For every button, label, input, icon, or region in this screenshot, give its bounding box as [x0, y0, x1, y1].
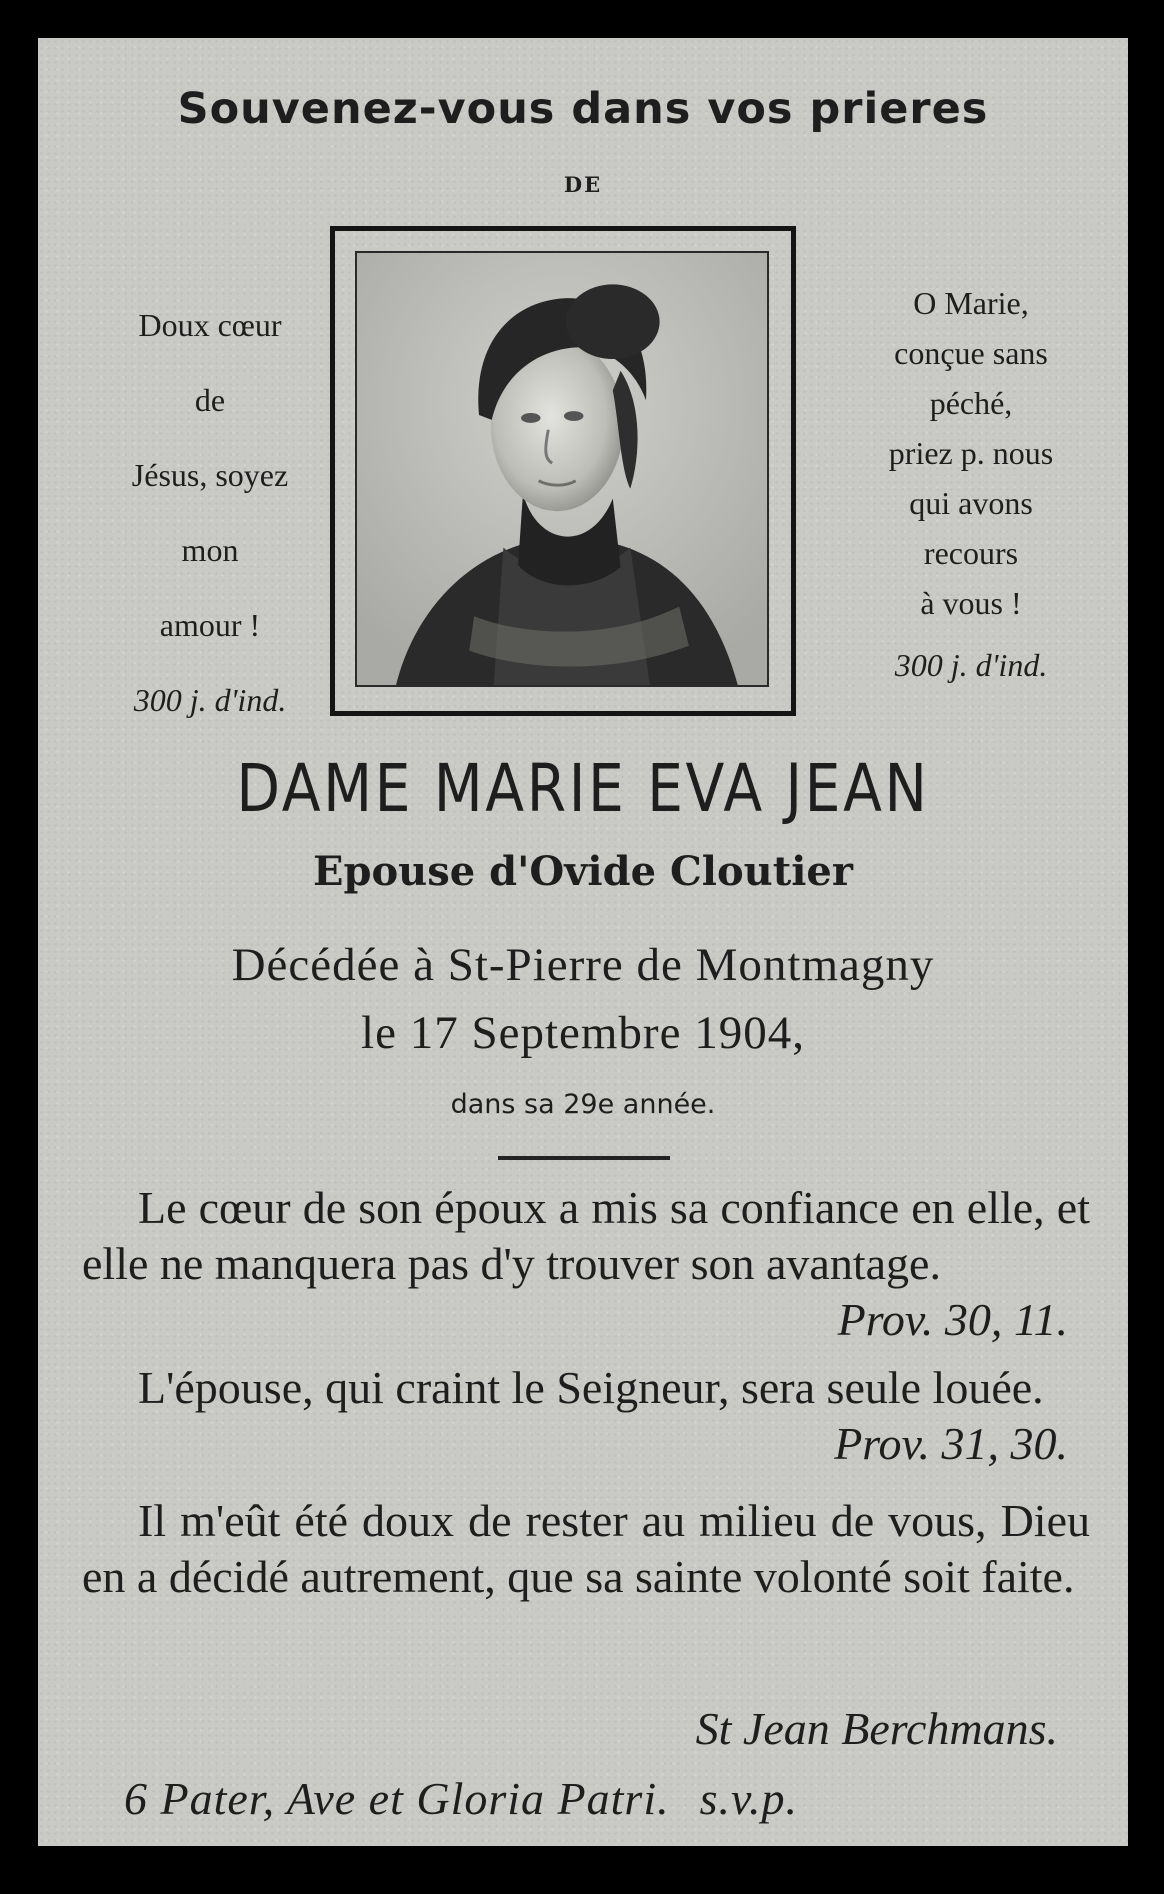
death-date: le 17 Septembre 1904, — [361, 1007, 805, 1059]
verse-reference: Prov. 30, 11. — [837, 1294, 1068, 1345]
right-invocation-line: qui avons — [909, 485, 1033, 521]
portrait-image — [355, 251, 769, 687]
memorial-card — [38, 38, 1128, 1846]
signature: St Jean Berchmans. — [695, 1703, 1058, 1754]
left-invocation-line: Doux cœur — [138, 307, 282, 343]
left-indulgence: 300 j. d'ind. — [133, 682, 287, 718]
card-heading: Souvenez-vous dans vos prieres — [177, 84, 989, 134]
left-invocation-line: Jésus, soyez — [131, 457, 289, 493]
closing-svp: s.v.p. — [699, 1773, 799, 1824]
right-invocation-line: péché, — [929, 385, 1013, 421]
right-invocation — [820, 278, 1122, 690]
verse-text: L'épouse, qui craint le Seigneur, sera seule louée. — [138, 1362, 1044, 1413]
verse-text: Il m'eût été doux de rester au milieu de vous, Dieu en a décidé autrement, que sa sainte volonté soit faite. — [82, 1495, 1090, 1602]
left-invocation — [70, 288, 350, 738]
verse-text: Le cœur de son époux a mis sa confiance en elle, et elle ne manquera pas d'y trouver son avantage. — [82, 1182, 1090, 1289]
right-invocation-line: O Marie, — [913, 285, 1029, 321]
age-line: dans sa 29e année. — [450, 1089, 716, 1120]
left-invocation-line: mon — [181, 532, 239, 568]
right-invocation-line: priez p. nous — [888, 435, 1054, 471]
deceased-name: DAME MARIE EVA JEAN — [236, 750, 930, 827]
heading-de: DE — [563, 172, 603, 197]
right-invocation-line: recours — [923, 535, 1019, 571]
verse-1 — [82, 1180, 1090, 1348]
closing-line — [124, 1772, 798, 1825]
verse-reference: Prov. 31, 30. — [834, 1418, 1068, 1469]
left-invocation-line: de — [194, 382, 226, 418]
portrait-photo — [357, 253, 767, 685]
spouse-line: Epouse d'Ovide Cloutier — [313, 848, 853, 895]
right-invocation-line: conçue sans — [894, 335, 1048, 371]
divider — [498, 1156, 670, 1160]
right-invocation-line: à vous ! — [920, 585, 1022, 621]
death-place: Décédée à St-Pierre de Montmagny — [231, 939, 935, 991]
verse-2 — [82, 1360, 1090, 1472]
verse-3 — [82, 1493, 1090, 1605]
right-indulgence: 300 j. d'ind. — [894, 647, 1048, 683]
portrait-frame — [330, 226, 796, 716]
left-invocation-line: amour ! — [159, 607, 261, 643]
closing-text: 6 Pater, Ave et Gloria Patri. — [124, 1773, 670, 1824]
